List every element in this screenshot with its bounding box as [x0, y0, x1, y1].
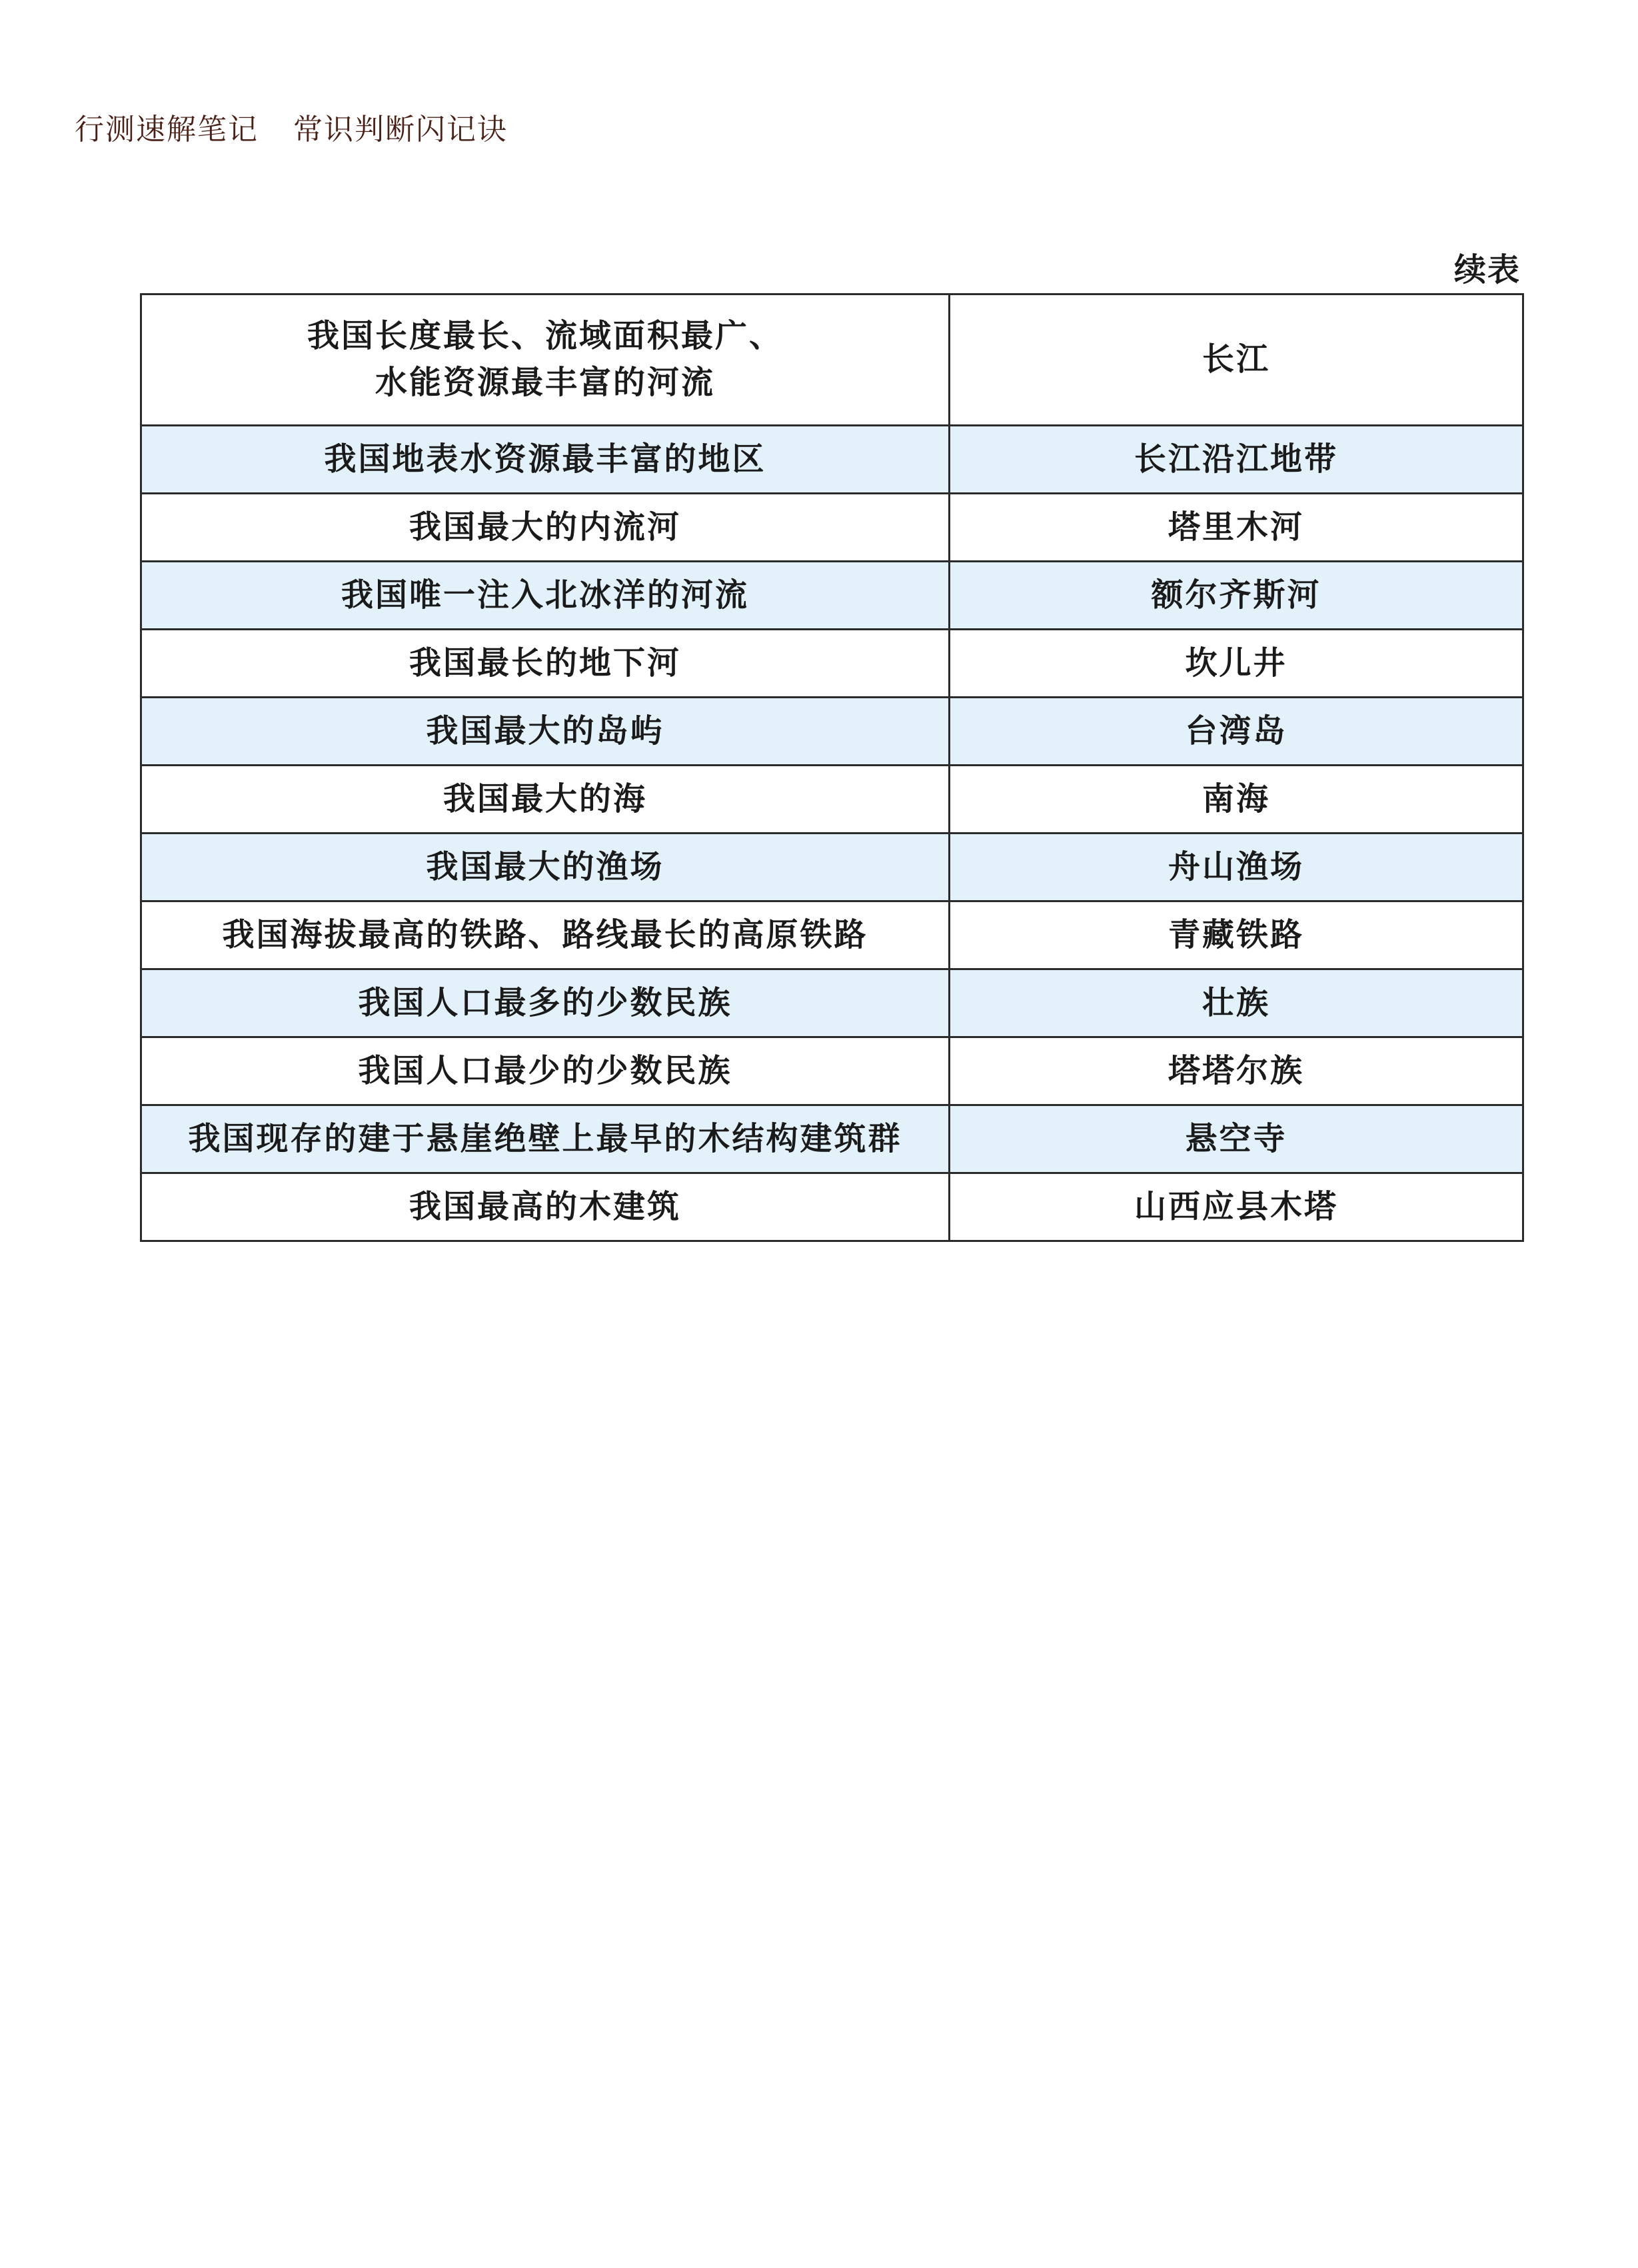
fact-cell: 我国人口最少的少数民族 [141, 1037, 950, 1105]
section-title: 常识判断闪记诀 [293, 113, 508, 147]
answer-cell: 坎儿井 [950, 630, 1523, 698]
table-row [141, 630, 1523, 698]
fact-cell: 我国最高的木建筑 [141, 1173, 950, 1241]
answer-cell: 南海 [950, 766, 1523, 834]
table-row [141, 969, 1523, 1037]
table-row [141, 494, 1523, 562]
answer-cell: 悬空寺 [950, 1105, 1523, 1173]
table-row [141, 901, 1523, 969]
fact-cell: 我国最大的内流河 [141, 494, 950, 562]
answer-cell: 长江沿江地带 [950, 426, 1523, 494]
table-row [141, 562, 1523, 630]
table-row [141, 1105, 1523, 1173]
answer-cell: 长江 [950, 294, 1523, 426]
answer-cell: 塔塔尔族 [950, 1037, 1523, 1105]
table-row [141, 766, 1523, 834]
table-row [141, 698, 1523, 766]
answer-cell: 额尔齐斯河 [950, 562, 1523, 630]
facts-table [140, 293, 1524, 1242]
fact-cell: 我国最大的渔场 [141, 834, 950, 901]
answer-cell: 青藏铁路 [950, 901, 1523, 969]
table-row [141, 294, 1523, 426]
running-header [75, 105, 508, 148]
fact-cell: 我国地表水资源最丰富的地区 [141, 426, 950, 494]
answer-cell: 山西应县木塔 [950, 1173, 1523, 1241]
table-row [141, 426, 1523, 494]
answer-cell: 台湾岛 [950, 698, 1523, 766]
answer-cell: 壮族 [950, 969, 1523, 1037]
fact-cell: 我国人口最多的少数民族 [141, 969, 950, 1037]
table-row [141, 834, 1523, 901]
table-row [141, 1037, 1523, 1105]
fact-cell: 我国唯一注入北冰洋的河流 [141, 562, 950, 630]
answer-cell: 塔里木河 [950, 494, 1523, 562]
fact-cell: 我国最长的地下河 [141, 630, 950, 698]
fact-cell: 我国长度最长、流域面积最广、 水能资源最丰富的河流 [141, 294, 950, 426]
book-title: 行测速解笔记 [75, 113, 259, 147]
fact-cell: 我国最大的海 [141, 766, 950, 834]
answer-cell: 舟山渔场 [950, 834, 1523, 901]
fact-cell: 我国海拔最高的铁路、路线最长的高原铁路 [141, 901, 950, 969]
table-continued-label: 续表 [1453, 251, 1521, 288]
table-row [141, 1173, 1523, 1241]
fact-cell: 我国现存的建于悬崖绝壁上最早的木结构建筑群 [141, 1105, 950, 1173]
fact-cell: 我国最大的岛屿 [141, 698, 950, 766]
